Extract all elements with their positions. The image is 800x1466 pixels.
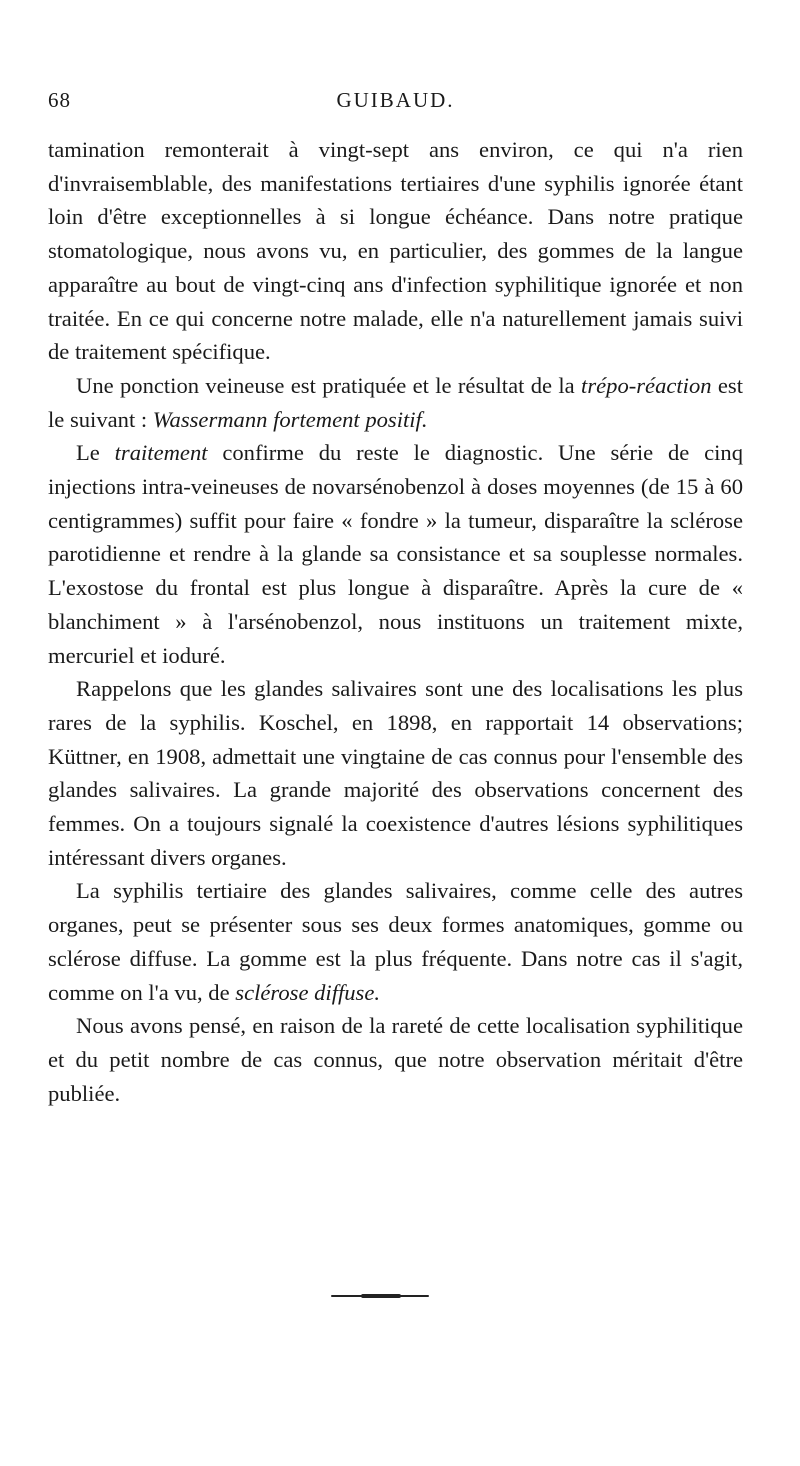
paragraph [48, 672, 743, 874]
italic-term: trépo-réaction [581, 372, 712, 398]
paragraph [48, 1009, 743, 1110]
paragraph [48, 874, 743, 1009]
text-segment: Nous avons pensé, en raison de la rareté de cette localisation syphilitique et du petit nombre de cas connus, que notre observation méritait d'être publiée. [48, 1013, 743, 1106]
text-segment: Une ponction veineuse est pratiquée et le résultat de la [76, 372, 582, 398]
italic-term: traitement [114, 440, 208, 466]
italic-term: Wassermann fortement positif. [152, 406, 428, 432]
text-segment: tamination remonterait à vingt-sept ans environ, ce qui n'a rien d'invraisemblable, des manifestations tertiaires d'une syphilis ignorée étant loin d'être exceptionnelles à si longue échéance. Dans notre pratique stomatologique, nous avons vu, en particulier, des gommes de la langue apparaître au bout de vingt-cinq ans d'infection syphilitique ignorée et non traitée. En ce qui concerne notre malade, elle n'a naturellement jamais suivi de traitement spécifique. [48, 137, 743, 365]
text-segment: est le suivant : [48, 372, 743, 432]
paragraph [48, 369, 743, 436]
paragraph [48, 436, 743, 672]
end-rule-divider [331, 1295, 429, 1297]
body-text [48, 133, 743, 1110]
text-segment: confirme du reste le diagnostic. Une série de cinq injections intra-veineuses de novarsénobenzol à doses moyennes (de 15 à 60 centigrammes) suffit pour faire « fondre » la tumeur, disparaître la sclérose parotidienne et rendre à la glande sa consistance et sa souplesse normales. L'exostose du frontal est plus longue à disparaître. Après la cure de « blanchiment » à l'arsénobenzol, nous instituons un traitement mixte, mercuriel et ioduré. [48, 440, 744, 668]
text-segment: Le [76, 440, 115, 466]
text-segment: La syphilis tertiaire des glandes salivaires, comme celle des autres organes, peut se présenter sous ses deux formes anatomiques, gomme ou sclérose diffuse. La gomme est la plus fréquente. Dans notre cas il s'agit, comme on l'a vu, de [48, 878, 743, 1005]
running-head: GUIBAUD. [336, 88, 455, 112]
page-number: 68 [48, 88, 71, 112]
page-header [48, 88, 743, 118]
italic-term: sclérose diffuse. [235, 979, 381, 1005]
paragraph [48, 133, 743, 369]
text-segment: Rappelons que les glandes salivaires sont une des localisations les plus rares de la syphilis. Koschel, en 1898, en rapportait 14 observations; Küttner, en 1908, admettait une vingtaine de cas connus pour l'ensemble des glandes salivaires. La grande majorité des observations concernent des femmes. On a toujours signalé la coexistence d'autres lésions syphilitiques intéressant divers organes. [48, 676, 743, 870]
